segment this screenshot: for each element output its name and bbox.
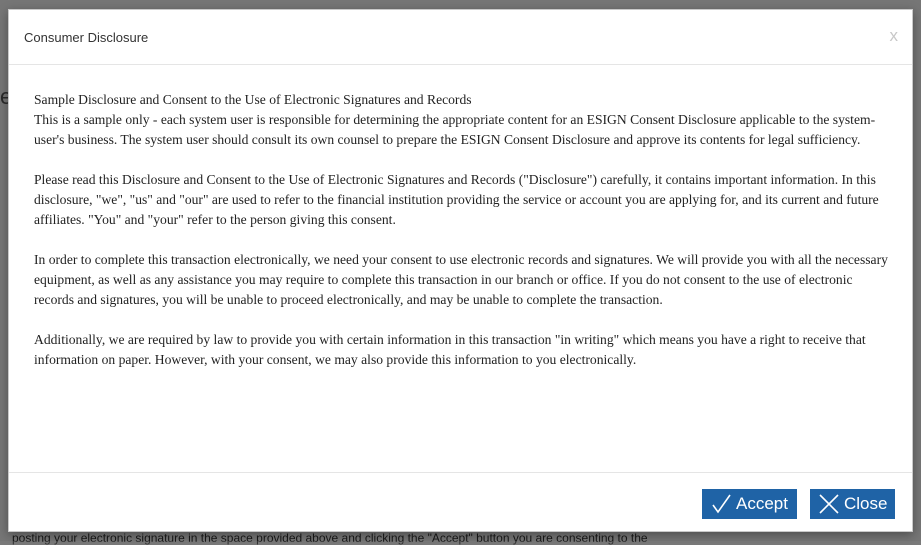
dialog-footer <box>9 472 912 533</box>
disclosure-paragraph-3: In order to complete this transaction electronically, we need your consent to use electronic records and signatures. We will provide you with all the necessary equipment, as well as any assistance you may require to complete this transaction in our branch or office. If you do not consent to the use of electronic records and signatures, you will be unable to proceed electronically, and may be unable to complete the transaction. <box>34 252 888 307</box>
checkmark-icon <box>710 493 732 515</box>
accept-button-label: Accept <box>736 494 788 513</box>
disclosure-paragraph-1: This is a sample only - each system user is responsible for determining the appropriate content for an ESIGN Consent Disclosure applicable to the system-user's business. The system user should consult its own counsel to prepare the ESIGN Consent Disclosure and approve its contents for legal sufficiency. <box>34 112 876 147</box>
dialog-title: Consumer Disclosure <box>24 30 149 45</box>
dialog-header <box>9 10 912 65</box>
close-button-label: Close <box>844 494 888 513</box>
consumer-disclosure-dialog <box>8 9 913 532</box>
disclosure-paragraph-2: Please read this Disclosure and Consent to the Use of Electronic Signatures and Records ("Disclosure") carefully, it contains important information. In this disclosure, "we", "us" and "our" are used to refer to the financial institution providing the service or account you are applying for, and its current and future affiliates. "You" and "your" refer to the person giving this consent. <box>34 172 879 227</box>
close-icon <box>818 493 840 515</box>
disclosure-paragraph-4: Additionally, we are required by law to provide you with certain information in this transaction "in writing" which means you have a right to receive that information on paper. However, with your consent, we may also provide this information to you electronically. <box>34 332 866 367</box>
dialog-body <box>34 90 890 390</box>
accept-button[interactable] <box>702 489 797 519</box>
close-button[interactable] <box>810 489 895 519</box>
dialog-close-x-icon[interactable]: x <box>889 26 898 45</box>
disclosure-heading: Sample Disclosure and Consent to the Use of Electronic Signatures and Records <box>34 92 472 107</box>
